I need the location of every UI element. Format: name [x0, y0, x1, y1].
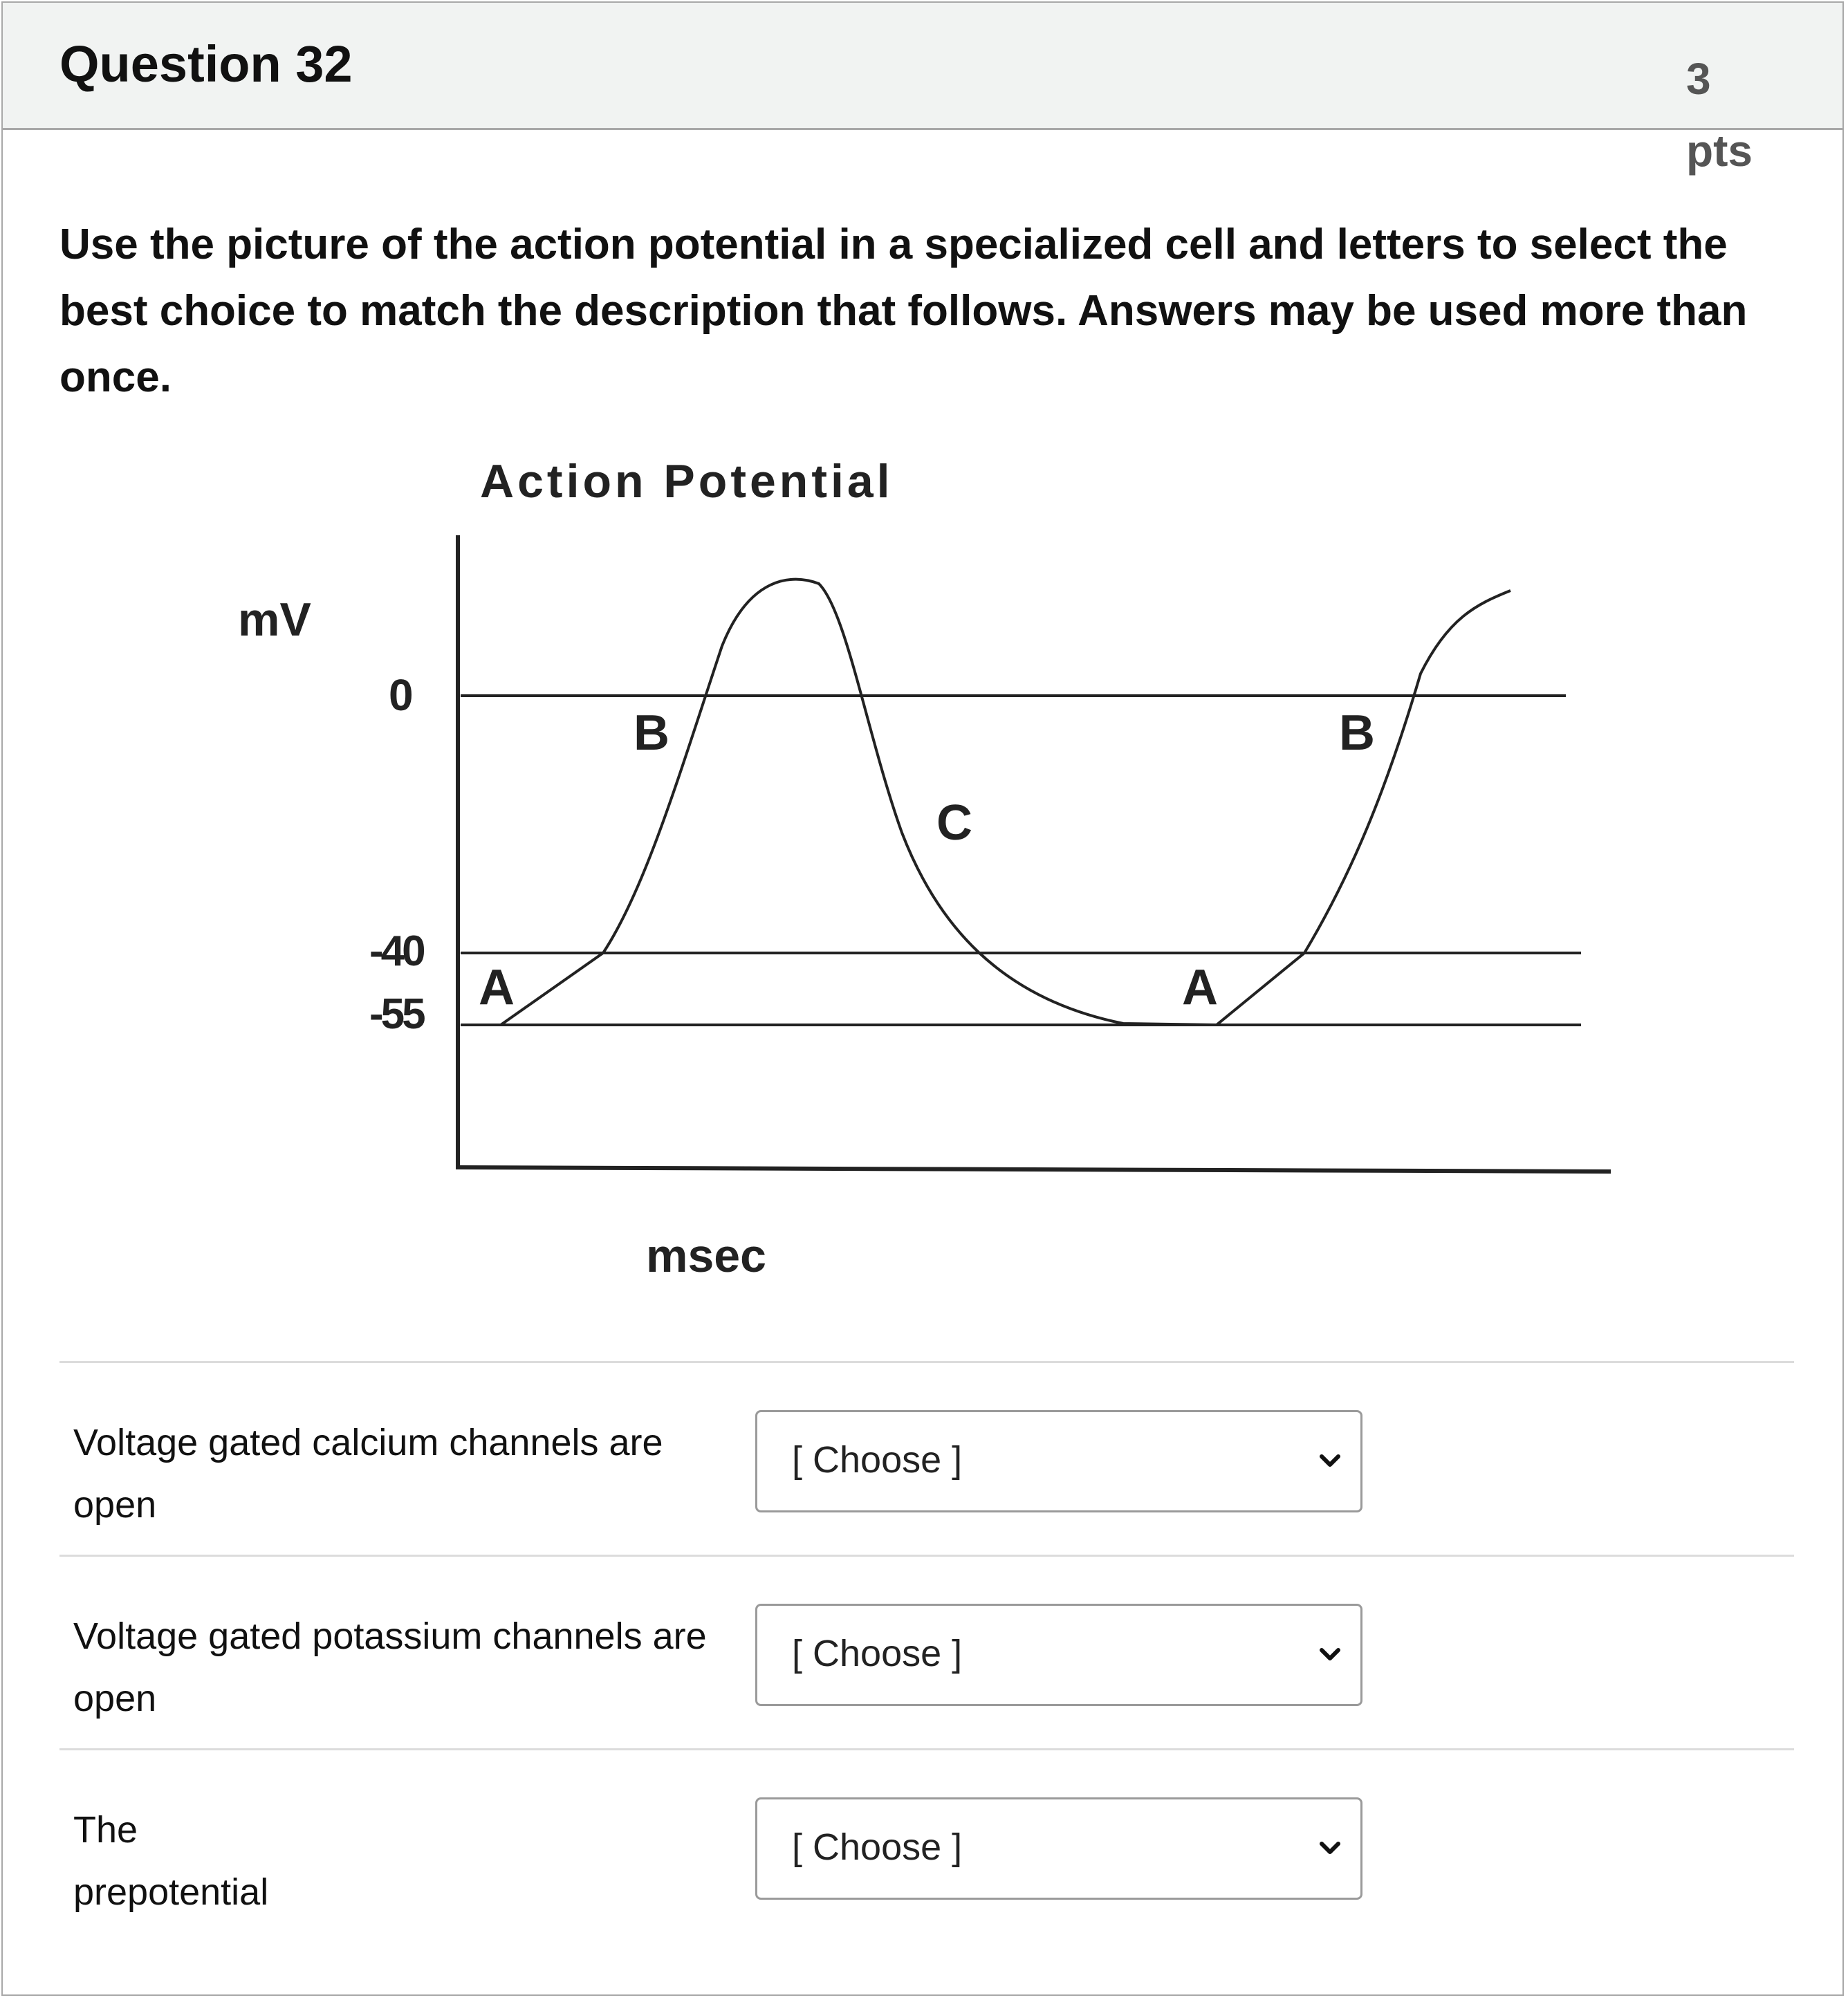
- answer-select-value: [ Choose ]: [792, 1826, 963, 1868]
- tick-minus-40: -40: [369, 927, 423, 975]
- label-b-first: B: [634, 705, 669, 761]
- match-description-line: prepotential: [73, 1871, 269, 1913]
- points-value: 3: [1686, 54, 1711, 104]
- label-a-first: A: [479, 960, 515, 1015]
- match-row: [59, 1555, 1794, 1750]
- match-description-line: The: [73, 1809, 138, 1851]
- match-description: [73, 1605, 707, 1730]
- answer-select-value: [ Choose ]: [792, 1439, 963, 1481]
- answer-select-value: [ Choose ]: [792, 1633, 963, 1674]
- action-potential-curve: [501, 580, 1510, 1025]
- match-description-line: open: [73, 1678, 157, 1719]
- answer-select[interactable]: [755, 1410, 1362, 1512]
- answer-select[interactable]: [755, 1604, 1362, 1706]
- points-indicator: [1686, 43, 1769, 187]
- x-axis-unit: msec: [646, 1230, 766, 1282]
- match-description: [73, 1799, 268, 1923]
- chevron-down-icon: [1316, 1640, 1344, 1668]
- question-header: [3, 3, 1842, 176]
- tick-minus-55: -55: [369, 990, 423, 1038]
- match-row: [59, 1361, 1794, 1557]
- label-c: C: [936, 795, 972, 851]
- chevron-down-icon: [1316, 1447, 1344, 1474]
- match-description-line: open: [73, 1484, 157, 1526]
- question-title: Question 32: [59, 35, 353, 93]
- label-a-second: A: [1182, 960, 1218, 1015]
- question-prompt: Use the picture of the action potential in a specialized cell and letters to select the best choice to match the description that follows. Answers may be used more than once.: [59, 221, 1748, 401]
- action-potential-graph: [210, 445, 1649, 1303]
- graph-title: Action Potential: [480, 455, 894, 508]
- action-potential-figure: [210, 445, 1649, 1303]
- match-description-line: Voltage gated calcium channels are: [73, 1422, 663, 1463]
- answer-select[interactable]: [755, 1797, 1362, 1900]
- match-description-line: Voltage gated potassium channels are: [73, 1615, 707, 1657]
- question-card: [1, 1, 1844, 1996]
- x-axis: [456, 1167, 1611, 1172]
- label-b-second: B: [1339, 705, 1375, 761]
- points-unit: pts: [1686, 126, 1753, 176]
- match-row: [59, 1748, 1794, 1958]
- tick-0: 0: [389, 670, 414, 720]
- chevron-down-icon: [1316, 1834, 1344, 1862]
- match-description: [73, 1411, 663, 1536]
- y-axis-unit: mV: [238, 593, 311, 646]
